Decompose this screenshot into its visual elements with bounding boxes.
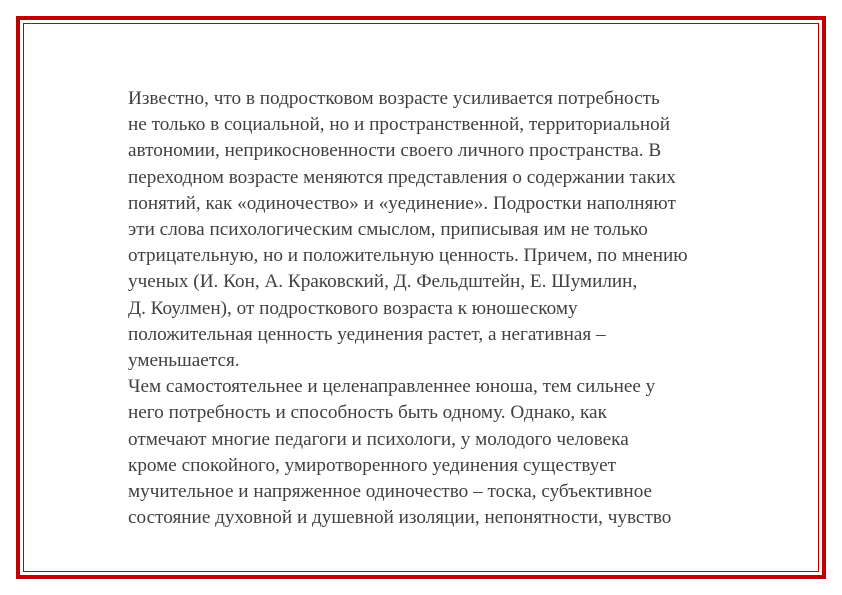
text-line: Д. Коулмен), от подросткового возраста к юношескому — [128, 297, 578, 319]
text-line: отмечают многие педагоги и психологи, у молодого человека — [128, 428, 629, 450]
text-line: переходном возрасте меняются представления о содержании таких — [128, 166, 676, 188]
text-line: отрицательную, но и положительную ценность. Причем, по мнению — [128, 245, 688, 267]
text-line: Чем самостоятельнее и целенаправленнее юноша, тем сильнее у — [128, 376, 656, 398]
text-line: уменьшается. — [128, 350, 240, 372]
text-line: понятий, как «одиночество» и «уединение». Подростки наполняют — [128, 192, 676, 214]
text-line: мучительное и напряженное одиночество – тоска, субъективное — [128, 481, 653, 503]
text-line: ученых (И. Кон, А. Краковский, Д. Фельдштейн, Е. Шумилин, — [128, 271, 638, 293]
text-line: не только в социальной, но и пространственной, территориальной — [128, 114, 670, 136]
text-line: Известно, что в подростковом возрасте усиливается потребность — [128, 88, 660, 109]
text-line: кроме спокойного, умиротворенного уединения существует — [128, 454, 616, 476]
text-line: автономии, неприкосновенности своего личного пространства. В — [128, 140, 662, 162]
text-line: состояние духовной и душевной изоляции, непонятности, чувство — [128, 507, 672, 529]
text-line: него потребность и способность быть одному. Однако, как — [128, 402, 607, 424]
body-text — [128, 86, 768, 531]
text-line: положительная ценность уединения растет, а негативная – — [128, 323, 606, 345]
text-line: эти слова психологическим смыслом, приписывая им не только — [128, 219, 648, 241]
